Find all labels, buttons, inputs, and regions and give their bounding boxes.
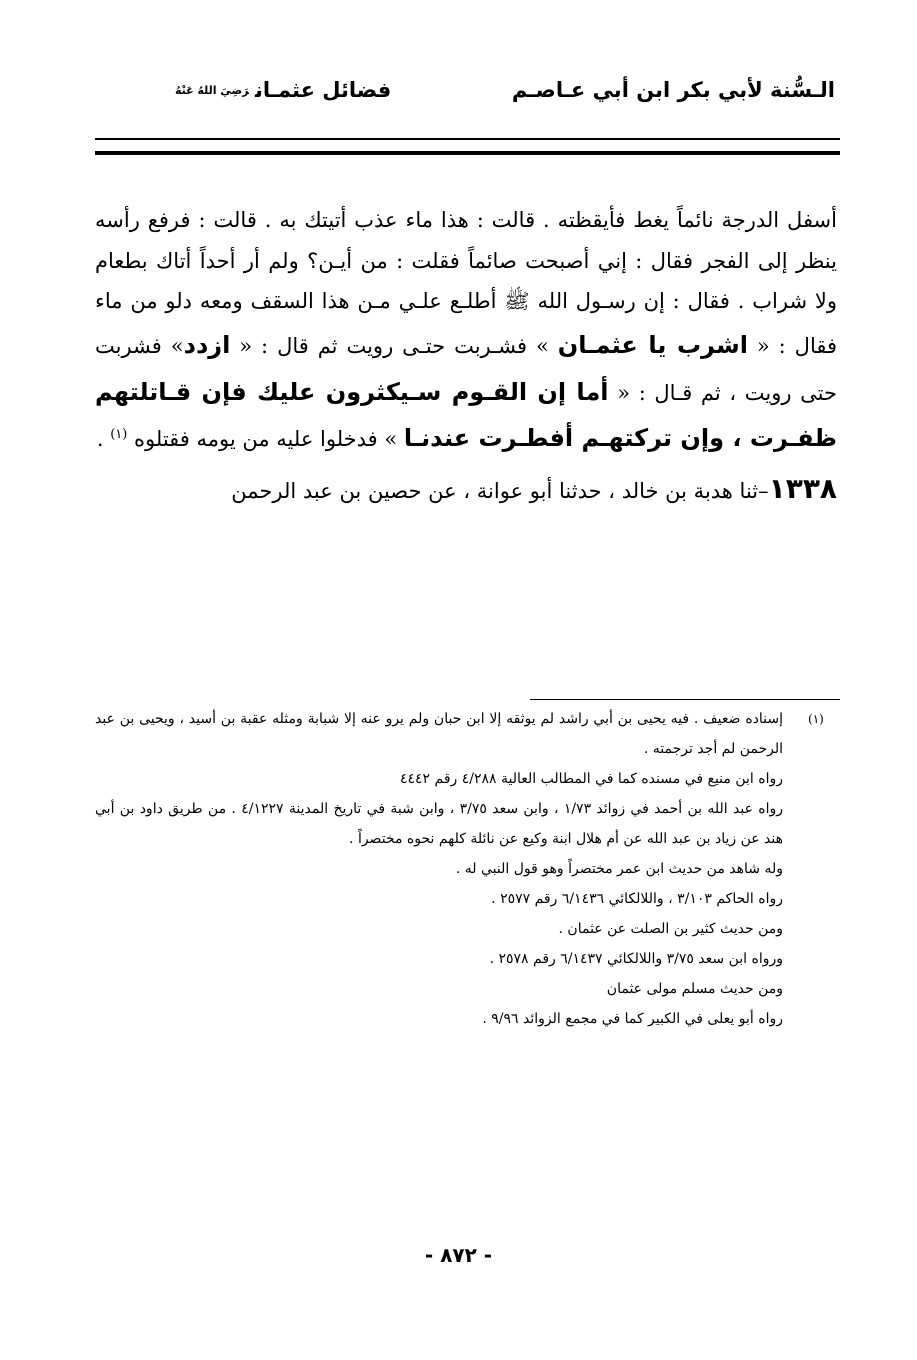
narration-text: » فدخلوا عليه من يومه فقتلوه xyxy=(134,427,398,452)
chapter-title xyxy=(175,78,391,102)
prophetic-quote: ازدد xyxy=(183,331,231,360)
footnote-line: رواه ابن منيع في مسنده كما في المطالب العالية ٤/٢٨٨ رقم ٤٤٤٢ xyxy=(399,770,783,787)
footnote-line: إسناده ضعيف . فيه يحيى بن أبي راشد لم يوثقه إلا ابن حبان ولم يرو عنه إلا شبابة ومثله عقبة بن أسيد ، ويحيى بن عبد الرحمن لم أجد ترجمته . xyxy=(95,711,783,757)
paragraph-hadith xyxy=(95,462,837,516)
footnote-line: رواه أبو يعلى في الكبير كما في مجمع الزوائد ٩/٩٦ . xyxy=(482,1010,783,1027)
book-title: الـسُّنة لأبي بكر ابن أبي عـاصـم xyxy=(511,78,835,102)
narration-text: » فشـربت حتـى رويت ثم قال : « xyxy=(239,334,549,359)
narration-text: . xyxy=(96,427,104,452)
footnote-line: رواه الحاكم ٣/١٠٣ ، واللالكائي ٦/١٤٣٦ رقم ٢٥٧٧ . xyxy=(491,890,783,907)
footnote-line: ومن حديث مسلم مولى عثمان xyxy=(606,980,783,997)
paragraph-narration xyxy=(95,200,837,462)
chapter-title-text: فضائل عثمـان xyxy=(255,78,392,102)
main-text xyxy=(95,200,837,516)
honorific-mark: رَضِيَ اللهُ عَنْهُ xyxy=(175,84,249,97)
header-rule-thin xyxy=(95,138,840,140)
footnote-line: ومن حديث كثير بن الصلت عن عثمان . xyxy=(558,920,783,937)
running-header xyxy=(95,78,835,118)
prophetic-quote: اشرب يا عثمـان xyxy=(557,331,748,360)
header-rule-thick xyxy=(95,151,840,155)
footnote-line: ورواه ابن سعد ٣/٧٥ واللالكائي ٦/١٤٣٧ رقم ٢٥٧٨ . xyxy=(489,950,783,967)
narration-text: » فشربت حتى رويت ، ثم قـال : « xyxy=(95,334,837,405)
footnotes xyxy=(95,705,783,1034)
footnote-number: (١) xyxy=(808,712,824,726)
hadith-number: ١٣٣٨ xyxy=(768,471,837,505)
footnote-line: وله شاهد من حديث ابن عمر مختصراً وهو قول النبي له . xyxy=(455,860,783,877)
footnote-reference[interactable]: (١) xyxy=(110,427,128,443)
page-number: - ٨٧٢ - xyxy=(424,1243,493,1267)
prophetic-quote: أما إن القـوم سـيكثرون عليك فإن قـاتلتهم ظفـرت ، وإن تركتهـم أفطـرت عندنـا xyxy=(95,377,837,453)
footnote-line: رواه عبد الله بن أحمد في زوائد ١/٧٣ ، وابن سعد ٣/٧٥ ، وابن شبة في تاريخ المدينة ٤/١٢٢٧ . من طريق داود بن أبي هند عن زياد بن عبد الله عن أم هلال ابنة وكيع عن نائلة كلهم نحوه مختصراً . xyxy=(95,800,784,847)
narration-text: أسفل الدرجة نائماً يغط فأيقظته . قالت : هذا ماء عذب أتيتك به . قالت : فرفع رأسه ينظر إلى الفجر فقال : إني أصبحت صائماً فقلت : من أيـن؟ ولم أر أحداً أتاك بطعام ولا شراب . فقال : إن رسـول الله ﷺ أطلـع علـي مـن هذا السقف ومعه دلو من ماء فقال : « xyxy=(95,208,837,359)
footnote-separator xyxy=(530,699,840,700)
isnad-text: –ثنا هدبة بن خالد ، حدثنا أبو عوانة ، عن حصين بن عبد الرحمن xyxy=(231,478,769,503)
